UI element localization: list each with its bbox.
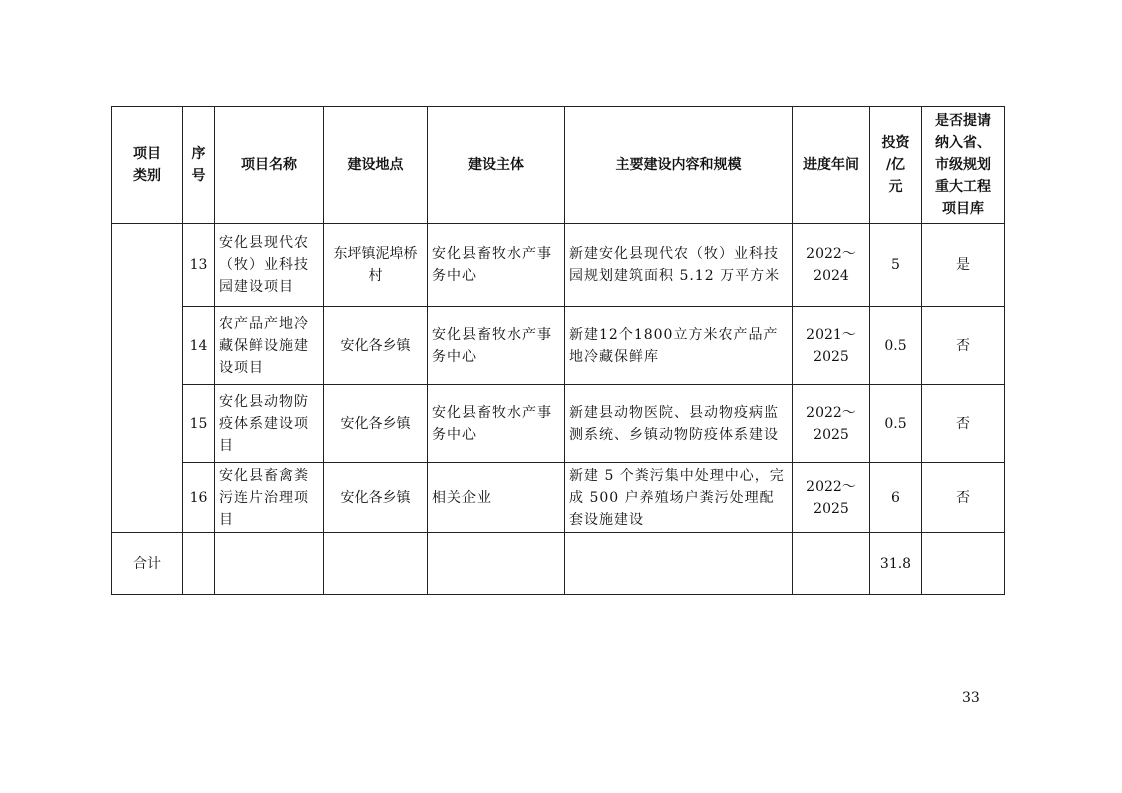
empty-cell: [793, 533, 870, 595]
row-name: 安化县现代农（牧）业科技园建设项目: [215, 224, 324, 307]
empty-cell: [215, 533, 324, 595]
row-content: 新建 5 个粪污集中处理中心，完成 500 户养殖场户粪污处理配套设施建设: [565, 463, 793, 533]
row-investment: 5: [870, 224, 922, 307]
header-content: 主要建设内容和规模: [565, 107, 793, 224]
row-investment: 0.5: [870, 307, 922, 385]
table-row: [112, 385, 1005, 463]
page-number: 33: [962, 690, 980, 706]
header-owner: 建设主体: [428, 107, 565, 224]
table-row: [112, 307, 1005, 385]
row-investment: 0.5: [870, 385, 922, 463]
row-location: 安化各乡镇: [324, 307, 428, 385]
empty-cell: [183, 533, 215, 595]
row-major: 否: [922, 385, 1005, 463]
row-seq: 15: [183, 385, 215, 463]
empty-cell: [565, 533, 793, 595]
header-row: [112, 107, 1005, 224]
row-investment: 6: [870, 463, 922, 533]
row-content: 新建县动物医院、县动物疫病监测系统、乡镇动物防疫体系建设: [565, 385, 793, 463]
empty-cell: [428, 533, 565, 595]
header-name: 项目名称: [215, 107, 324, 224]
header-seq: 序 号: [183, 107, 215, 224]
total-investment: 31.8: [870, 533, 922, 595]
row-major: 否: [922, 463, 1005, 533]
total-row: [112, 533, 1005, 595]
row-seq: 16: [183, 463, 215, 533]
empty-cell: [922, 533, 1005, 595]
table-row: [112, 463, 1005, 533]
row-location: 东坪镇泥埠桥村: [324, 224, 428, 307]
row-content: 新建12个1800立方米农产品产地冷藏保鲜库: [565, 307, 793, 385]
row-location: 安化各乡镇: [324, 385, 428, 463]
row-seq: 14: [183, 307, 215, 385]
row-location: 安化各乡镇: [324, 463, 428, 533]
row-content: 新建安化县现代农（牧）业科技园规划建筑面积 5.12 万平方米: [565, 224, 793, 307]
row-owner: 安化县畜牧水产事务中心: [428, 224, 565, 307]
row-period: 2022～ 2025: [793, 463, 870, 533]
row-owner: 安化县畜牧水产事务中心: [428, 307, 565, 385]
total-label: 合计: [112, 533, 183, 595]
header-investment: 投资 /亿 元: [870, 107, 922, 224]
row-major: 否: [922, 307, 1005, 385]
table-row: [112, 224, 1005, 307]
row-owner: 安化县畜牧水产事务中心: [428, 385, 565, 463]
header-category: 项目 类别: [112, 107, 183, 224]
row-name: 农产品产地冷藏保鲜设施建设项目: [215, 307, 324, 385]
row-period: 2021～ 2025: [793, 307, 870, 385]
row-major: 是: [922, 224, 1005, 307]
row-period: 2022～ 2025: [793, 385, 870, 463]
project-table: [111, 106, 1005, 595]
empty-cell: [324, 533, 428, 595]
row-period: 2022～ 2024: [793, 224, 870, 307]
header-period: 进度年间: [793, 107, 870, 224]
row-seq: 13: [183, 224, 215, 307]
header-major: 是否提请 纳入省、 市级规划 重大工程 项目库: [922, 107, 1005, 224]
row-name: 安化县畜禽粪污连片治理项目: [215, 463, 324, 533]
row-owner: 相关企业: [428, 463, 565, 533]
header-location: 建设地点: [324, 107, 428, 224]
category-cell: [112, 224, 183, 533]
row-name: 安化县动物防疫体系建设项目: [215, 385, 324, 463]
